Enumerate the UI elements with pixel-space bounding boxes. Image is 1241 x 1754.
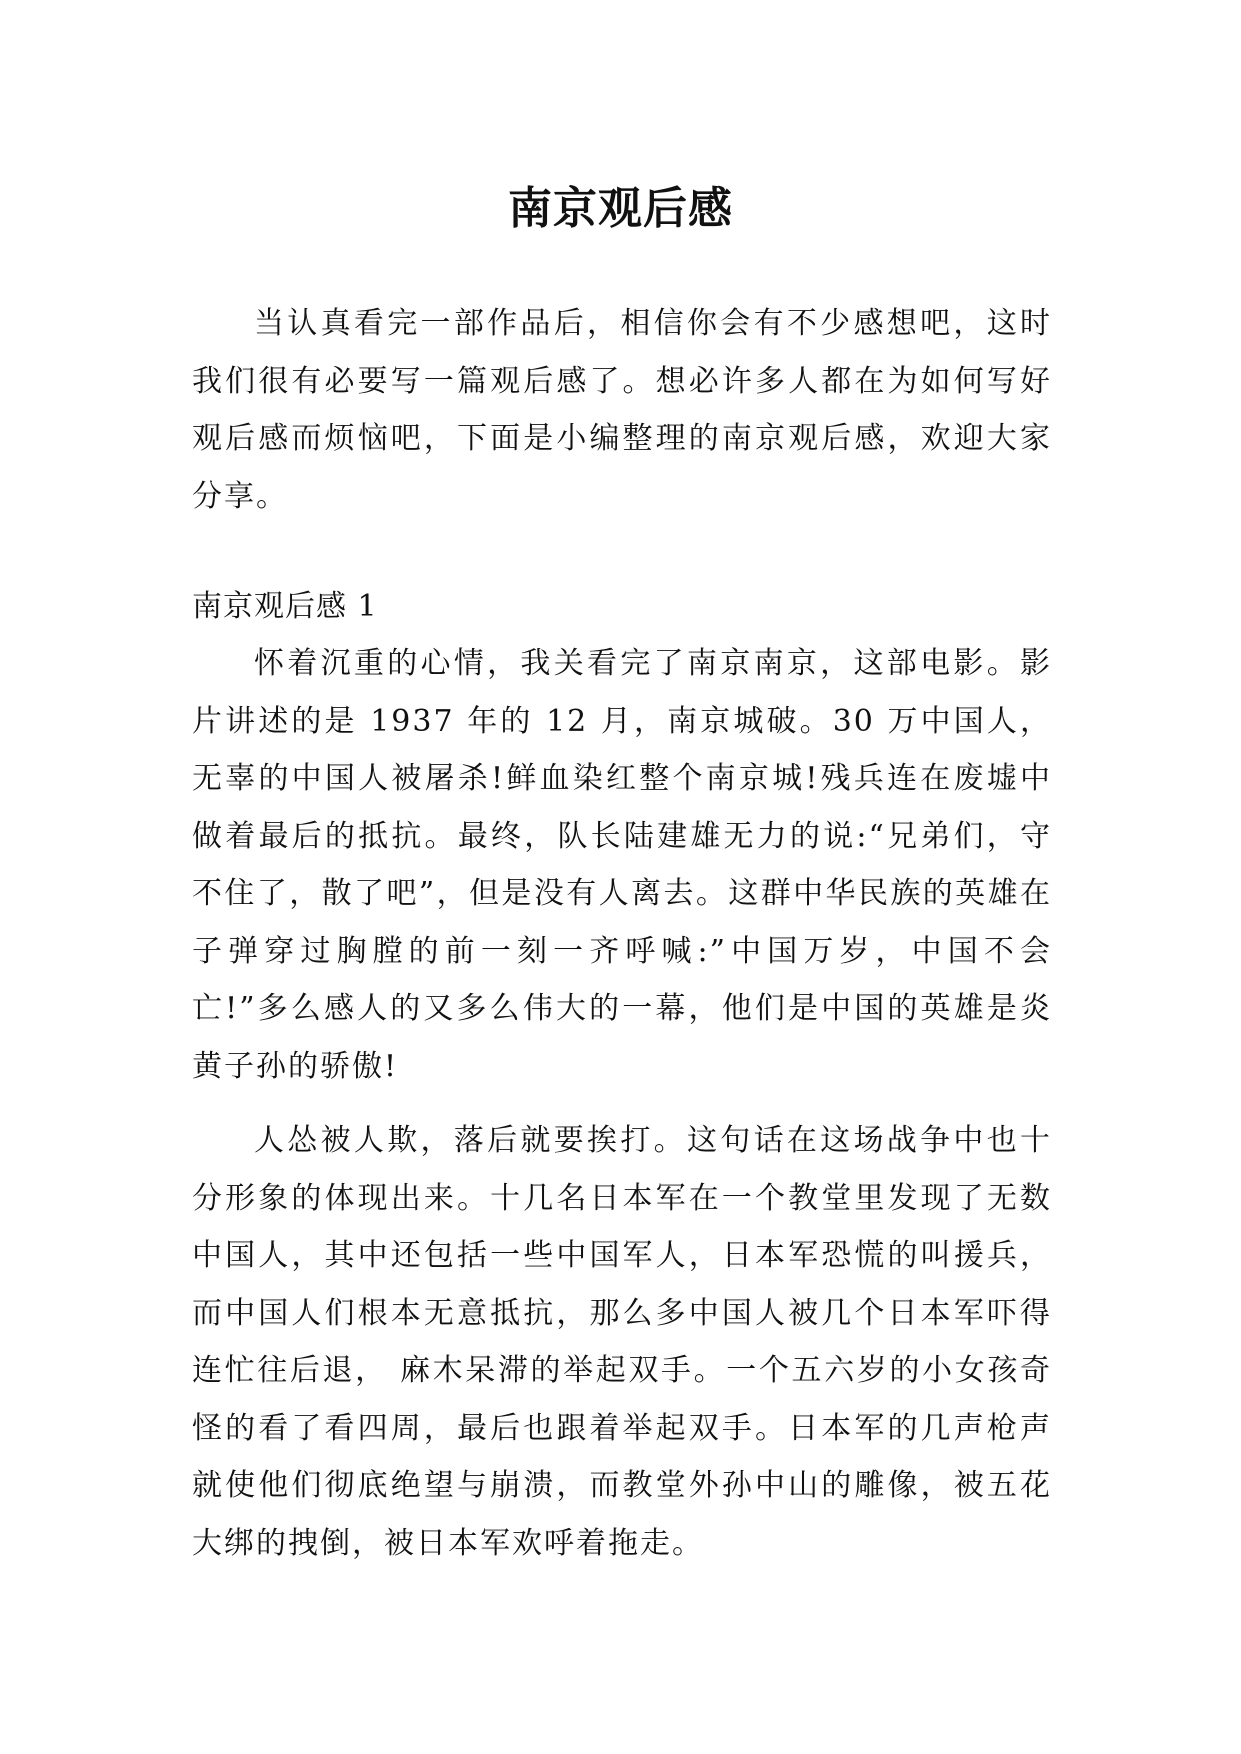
intro-paragraph: 当认真看完一部作品后，相信你会有不少感想吧，这时我们很有必要写一篇观后感了。想必许多人都在为如何写好观后感而烦恼吧，下面是小编整理的南京观后感，欢迎大家分享。 bbox=[192, 306, 1052, 514]
document-title: 南京观后感 bbox=[508, 183, 733, 235]
body-paragraph: 人怂被人欺，落后就要挨打。这句话在这场战争中也十分形象的体现出来。十几名日本军在一个教堂里发现了无数中国人，其中还包括一些中国军人，日本军恐慌的叫援兵，而中国人们根本无意抵抗，那么多中国人被几个日本军吓得连忙往后退， 麻木呆滞的举起双手。一个五六岁的小女孩奇怪的看了看四周，最后也跟着举起双手。日本军的几声枪声就使他们彻底绝望与崩溃，而教堂外孙中山的雕像，被五花大绑的拽倒，被日本军欢呼着拖走。 bbox=[192, 1123, 1052, 1561]
body-paragraph: 怀着沉重的心情，我关看完了南京南京，这部电影。影片讲述的是 1937 年的 12 月，南京城破。30 万中国人，无辜的中国人被屠杀!鲜血染红整个南京城!残兵连在废墟中做着最后的抵抗。最终，队长陆建雄无力的说:“兄弟们，守不住了，散了吧”，但是没有人离去。这群中华民族的英雄在子弹穿过胸膛的前一刻一齐呼喊:”中国万岁，中国不会亡!”多么感人的又多么伟大的一幕，他们是中国的英雄是炎黄子孙的骄傲! bbox=[192, 646, 1052, 1084]
section-heading: 南京观后感 1 bbox=[192, 589, 378, 624]
